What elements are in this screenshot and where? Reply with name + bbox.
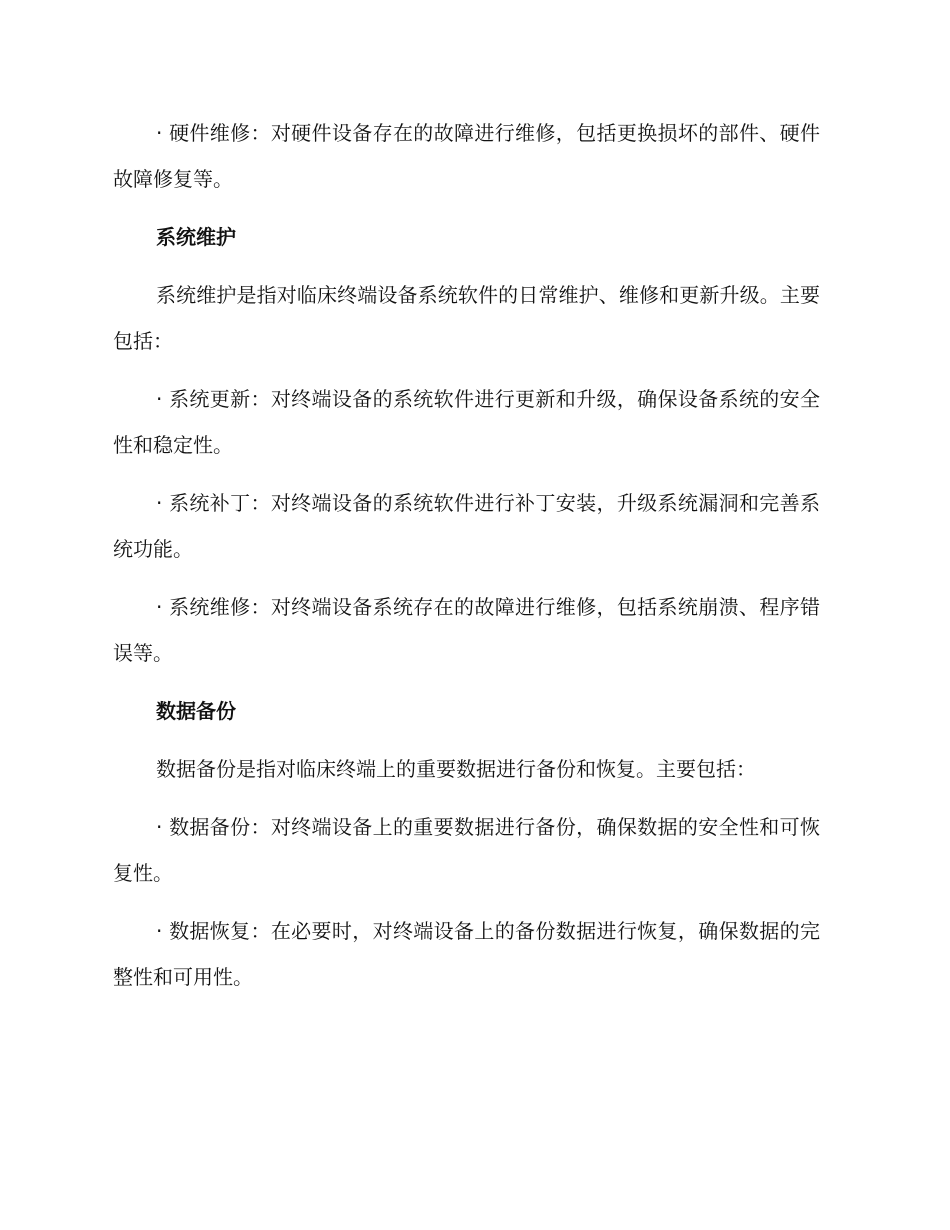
bullet-system-repair: · 系统维修：对终端设备系统存在的故障进行维修，包括系统崩溃、程序错误等。 <box>113 595 820 665</box>
section-heading-system-maintenance: 系统维护 <box>156 225 236 249</box>
bullet-data-recovery: · 数据恢复：在必要时，对终端设备上的备份数据进行恢复，确保数据的完整性和可用性。 <box>113 919 820 989</box>
section-heading-data-backup: 数据备份 <box>156 699 236 723</box>
paragraph-data-backup-intro: 数据备份是指对临床终端上的重要数据进行备份和恢复。主要包括： <box>156 757 756 781</box>
bullet-data-backup: · 数据备份：对终端设备上的重要数据进行备份，确保数据的安全性和可恢复性。 <box>113 815 820 885</box>
bullet-hardware-repair: · 硬件维修：对硬件设备存在的故障进行维修，包括更换损坏的部件、硬件故障修复等。 <box>113 121 820 191</box>
bullet-system-update: · 系统更新：对终端设备的系统软件进行更新和升级，确保设备系统的安全性和稳定性。 <box>113 387 820 457</box>
paragraph-system-maintenance-intro: 系统维护是指对临床终端设备系统软件的日常维护、维修和更新升级。主要包括： <box>113 283 820 353</box>
bullet-system-patch: · 系统补丁：对终端设备的系统软件进行补丁安装，升级系统漏洞和完善系统功能。 <box>113 491 820 561</box>
